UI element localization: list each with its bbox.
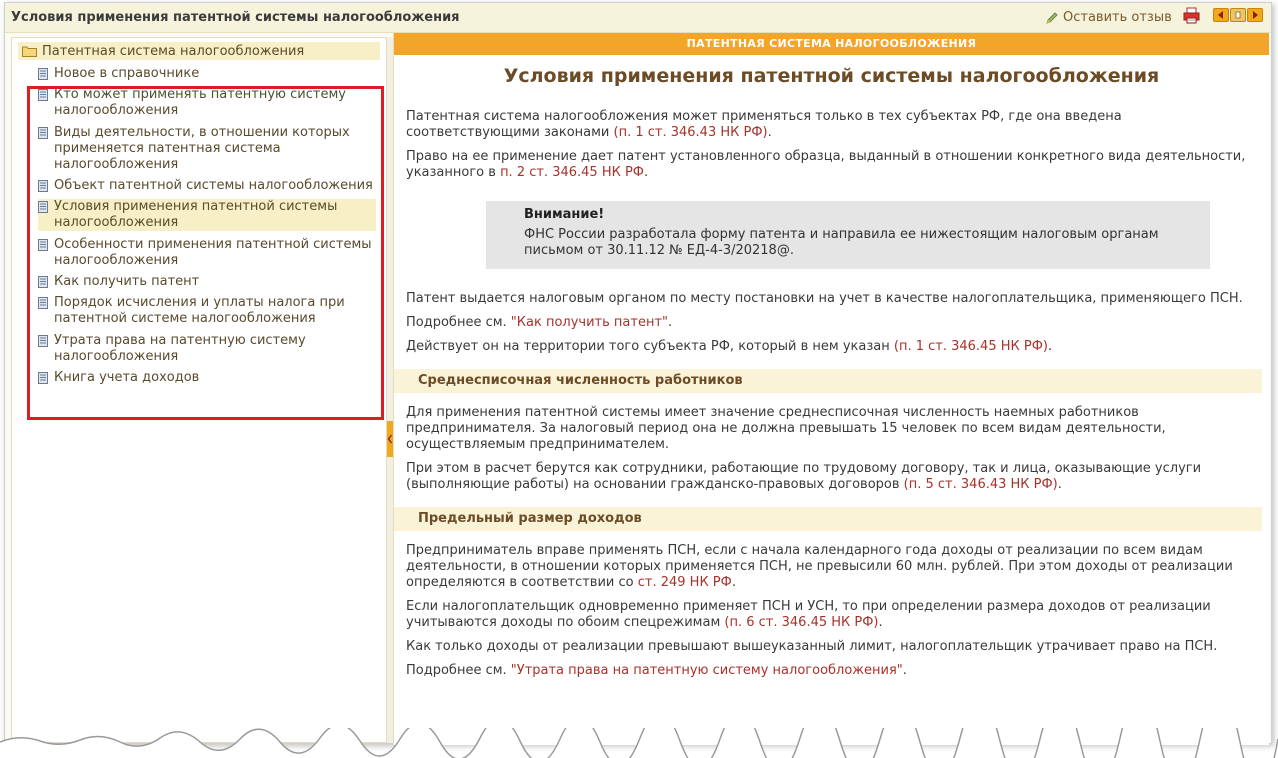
bookmark-icon — [1234, 11, 1242, 19]
tree-item-object[interactable] — [38, 178, 378, 194]
law-link[interactable]: (п. 6 ст. 346.45 НК РФ) — [724, 615, 879, 630]
home-button[interactable] — [1230, 8, 1246, 22]
paragraph-end: . — [902, 663, 907, 678]
paragraph-end: . — [1047, 339, 1053, 354]
paragraph-8 — [406, 543, 1246, 591]
tree-item-label: Условия применения патентной системы налогообложения — [54, 199, 338, 230]
paragraph-1 — [406, 109, 1246, 141]
tree-item-who-can-apply[interactable] — [38, 87, 378, 119]
document-content — [393, 33, 1269, 745]
tree-item-features[interactable] — [38, 237, 378, 269]
tree-item-activity-types[interactable] — [38, 125, 378, 173]
document-icon — [38, 68, 48, 80]
document-icon — [38, 335, 48, 347]
navigation-tree — [11, 37, 387, 743]
paragraph-text: При этом в расчет берутся как сотрудники, работающие по трудовому договору, так и лица, оказывающие услуги (выполняющие работы) на основании гражданско-правовых договоров — [406, 461, 1202, 492]
document-icon — [38, 127, 48, 139]
document-icon — [38, 201, 48, 213]
prev-button[interactable] — [1213, 8, 1229, 22]
paragraph-7 — [406, 461, 1246, 493]
paragraph-text: Подробнее см. — [406, 315, 511, 330]
paragraph-6: Для применения патентной системы имеет значение среднесписочная численность наемных работников предпринимателя. За налоговый период она не должна превышать 15 человек по всем видам деятельности, осуществляемым предпринимателем. — [406, 405, 1166, 452]
tree-item-income-book[interactable] — [38, 370, 378, 386]
document-icon — [38, 297, 48, 309]
document-icon — [38, 89, 48, 101]
section-heading-income-limit: Предельный размер доходов — [394, 507, 1262, 531]
law-link[interactable]: ст. 249 НК РФ — [637, 575, 732, 590]
law-link[interactable]: (п. 1 ст. 346.43 НК РФ) — [613, 125, 768, 140]
tree-item-get-patent[interactable] — [38, 274, 378, 290]
feedback-link[interactable] — [1045, 10, 1172, 25]
paragraph-end: . — [767, 125, 772, 140]
see-also-link[interactable]: "Утрата права на патентную систему налогообложения" — [510, 663, 903, 678]
paragraph-text: Если налогоплательщик одновременно применяет ПСН и УСН, то при определении размера доходов от реализации учитываются доходы по обоим спецрежимам — [406, 599, 1211, 630]
arrow-left-icon — [1217, 11, 1225, 19]
paragraph-end: . — [1057, 477, 1062, 492]
tree-root-item[interactable] — [18, 42, 380, 60]
attention-title: Внимание! — [524, 207, 605, 222]
paragraph-11 — [406, 663, 1246, 679]
pencil-icon — [1045, 11, 1059, 25]
tree-item-new[interactable] — [38, 66, 378, 82]
document-title: Условия применения патентной системы налогообложения — [503, 65, 1160, 87]
tree-item-label: Особенности применения патентной системы налогообложения — [54, 237, 372, 268]
paragraph-text: Патентная система налогообложения может применяться только в тех субъектах РФ, где она введена соответствующими законами — [406, 109, 1122, 140]
law-link[interactable]: (п. 1 ст. 346.45 НК РФ) — [893, 339, 1048, 354]
feedback-label: Оставить отзыв — [1063, 10, 1172, 25]
header-bar — [5, 3, 1271, 33]
paragraph-text: Подробнее см. — [406, 663, 511, 678]
document-icon — [38, 276, 48, 288]
paragraph-4 — [406, 315, 1246, 331]
attention-box — [486, 201, 1210, 269]
print-icon[interactable] — [1183, 7, 1200, 24]
app-window — [4, 2, 1272, 744]
paragraph-end: . — [668, 315, 673, 330]
nav-buttons — [1213, 8, 1263, 22]
paragraph-text: Предприниматель вправе применять ПСН, если с начала календарного года доходы от реализации по всем видам деятельности, в отношении которых применяется ПСН, не превысили 60 млн. рублей. При этом доходы от реализации определяются в соответствии со — [406, 543, 1233, 590]
tree-item-calculation[interactable] — [38, 295, 378, 327]
paragraph-2 — [406, 149, 1246, 181]
tree-item-label: Новое в справочнике — [54, 66, 200, 81]
page-title: Условия применения патентной системы налогообложения — [11, 10, 460, 25]
section-heading-employees: Среднесписочная численность работников — [394, 369, 1262, 393]
paragraph-end: . — [878, 615, 883, 630]
paragraph-end: . — [644, 165, 649, 180]
tree-item-label: Порядок исчисления и уплаты налога при патентной системе налогообложения — [54, 295, 345, 326]
next-button[interactable] — [1247, 8, 1263, 22]
tree-item-label: Кто может применять патентную систему налогообложения — [54, 87, 346, 118]
torn-edge-decoration — [0, 728, 1278, 758]
paragraph-9 — [406, 599, 1246, 631]
attention-text: ФНС России разработала форму патента и направила ее нижестоящим налоговым органам письмом от 30.11.12 № ЕД-4-3/20218@. — [524, 227, 1159, 258]
document-icon — [38, 180, 48, 192]
tree-item-label: Утрата права на патентную систему налогообложения — [54, 333, 306, 364]
tree-item-label: Как получить патент — [54, 274, 200, 289]
tree-item-label: Виды деятельности, в отношении которых применяется патентная система налогообложения — [54, 125, 350, 172]
document-icon — [38, 239, 48, 251]
paragraph-3: Патент выдается налоговым органом по месту постановки на учет в качестве налогоплательщика, применяющего ПСН. — [406, 291, 1243, 306]
folder-icon — [22, 45, 37, 57]
paragraph-10: Как только доходы от реализации превышают вышеуказанный лимит, налогоплательщик утрачивает право на ПСН. — [406, 639, 1218, 654]
law-link[interactable]: п. 2 ст. 346.45 НК РФ — [500, 165, 645, 180]
section-banner: ПАТЕНТНАЯ СИСТЕМА НАЛОГООБЛОЖЕНИЯ — [394, 33, 1269, 55]
arrow-right-icon — [1251, 11, 1259, 19]
tree-item-loss-of-right[interactable] — [38, 333, 378, 365]
paragraph-end: . — [731, 575, 736, 590]
document-icon — [38, 372, 48, 384]
tree-item-label: Объект патентной системы налогообложения — [54, 178, 373, 193]
tree-item-label: Книга учета доходов — [54, 370, 200, 385]
tree-root-label: Патентная система налогообложения — [42, 43, 305, 59]
paragraph-5 — [406, 339, 1246, 355]
law-link[interactable]: (п. 5 ст. 346.43 НК РФ) — [903, 477, 1058, 492]
paragraph-text: Действует он на территории того субъекта РФ, который в нем указан — [406, 339, 894, 354]
see-also-link[interactable]: "Как получить патент" — [510, 315, 668, 330]
paragraph-text: Право на ее применение дает патент установленного образца, выданный в отношении конкретного вида деятельности, указанного в — [406, 149, 1246, 180]
tree-item-conditions[interactable] — [38, 199, 376, 231]
